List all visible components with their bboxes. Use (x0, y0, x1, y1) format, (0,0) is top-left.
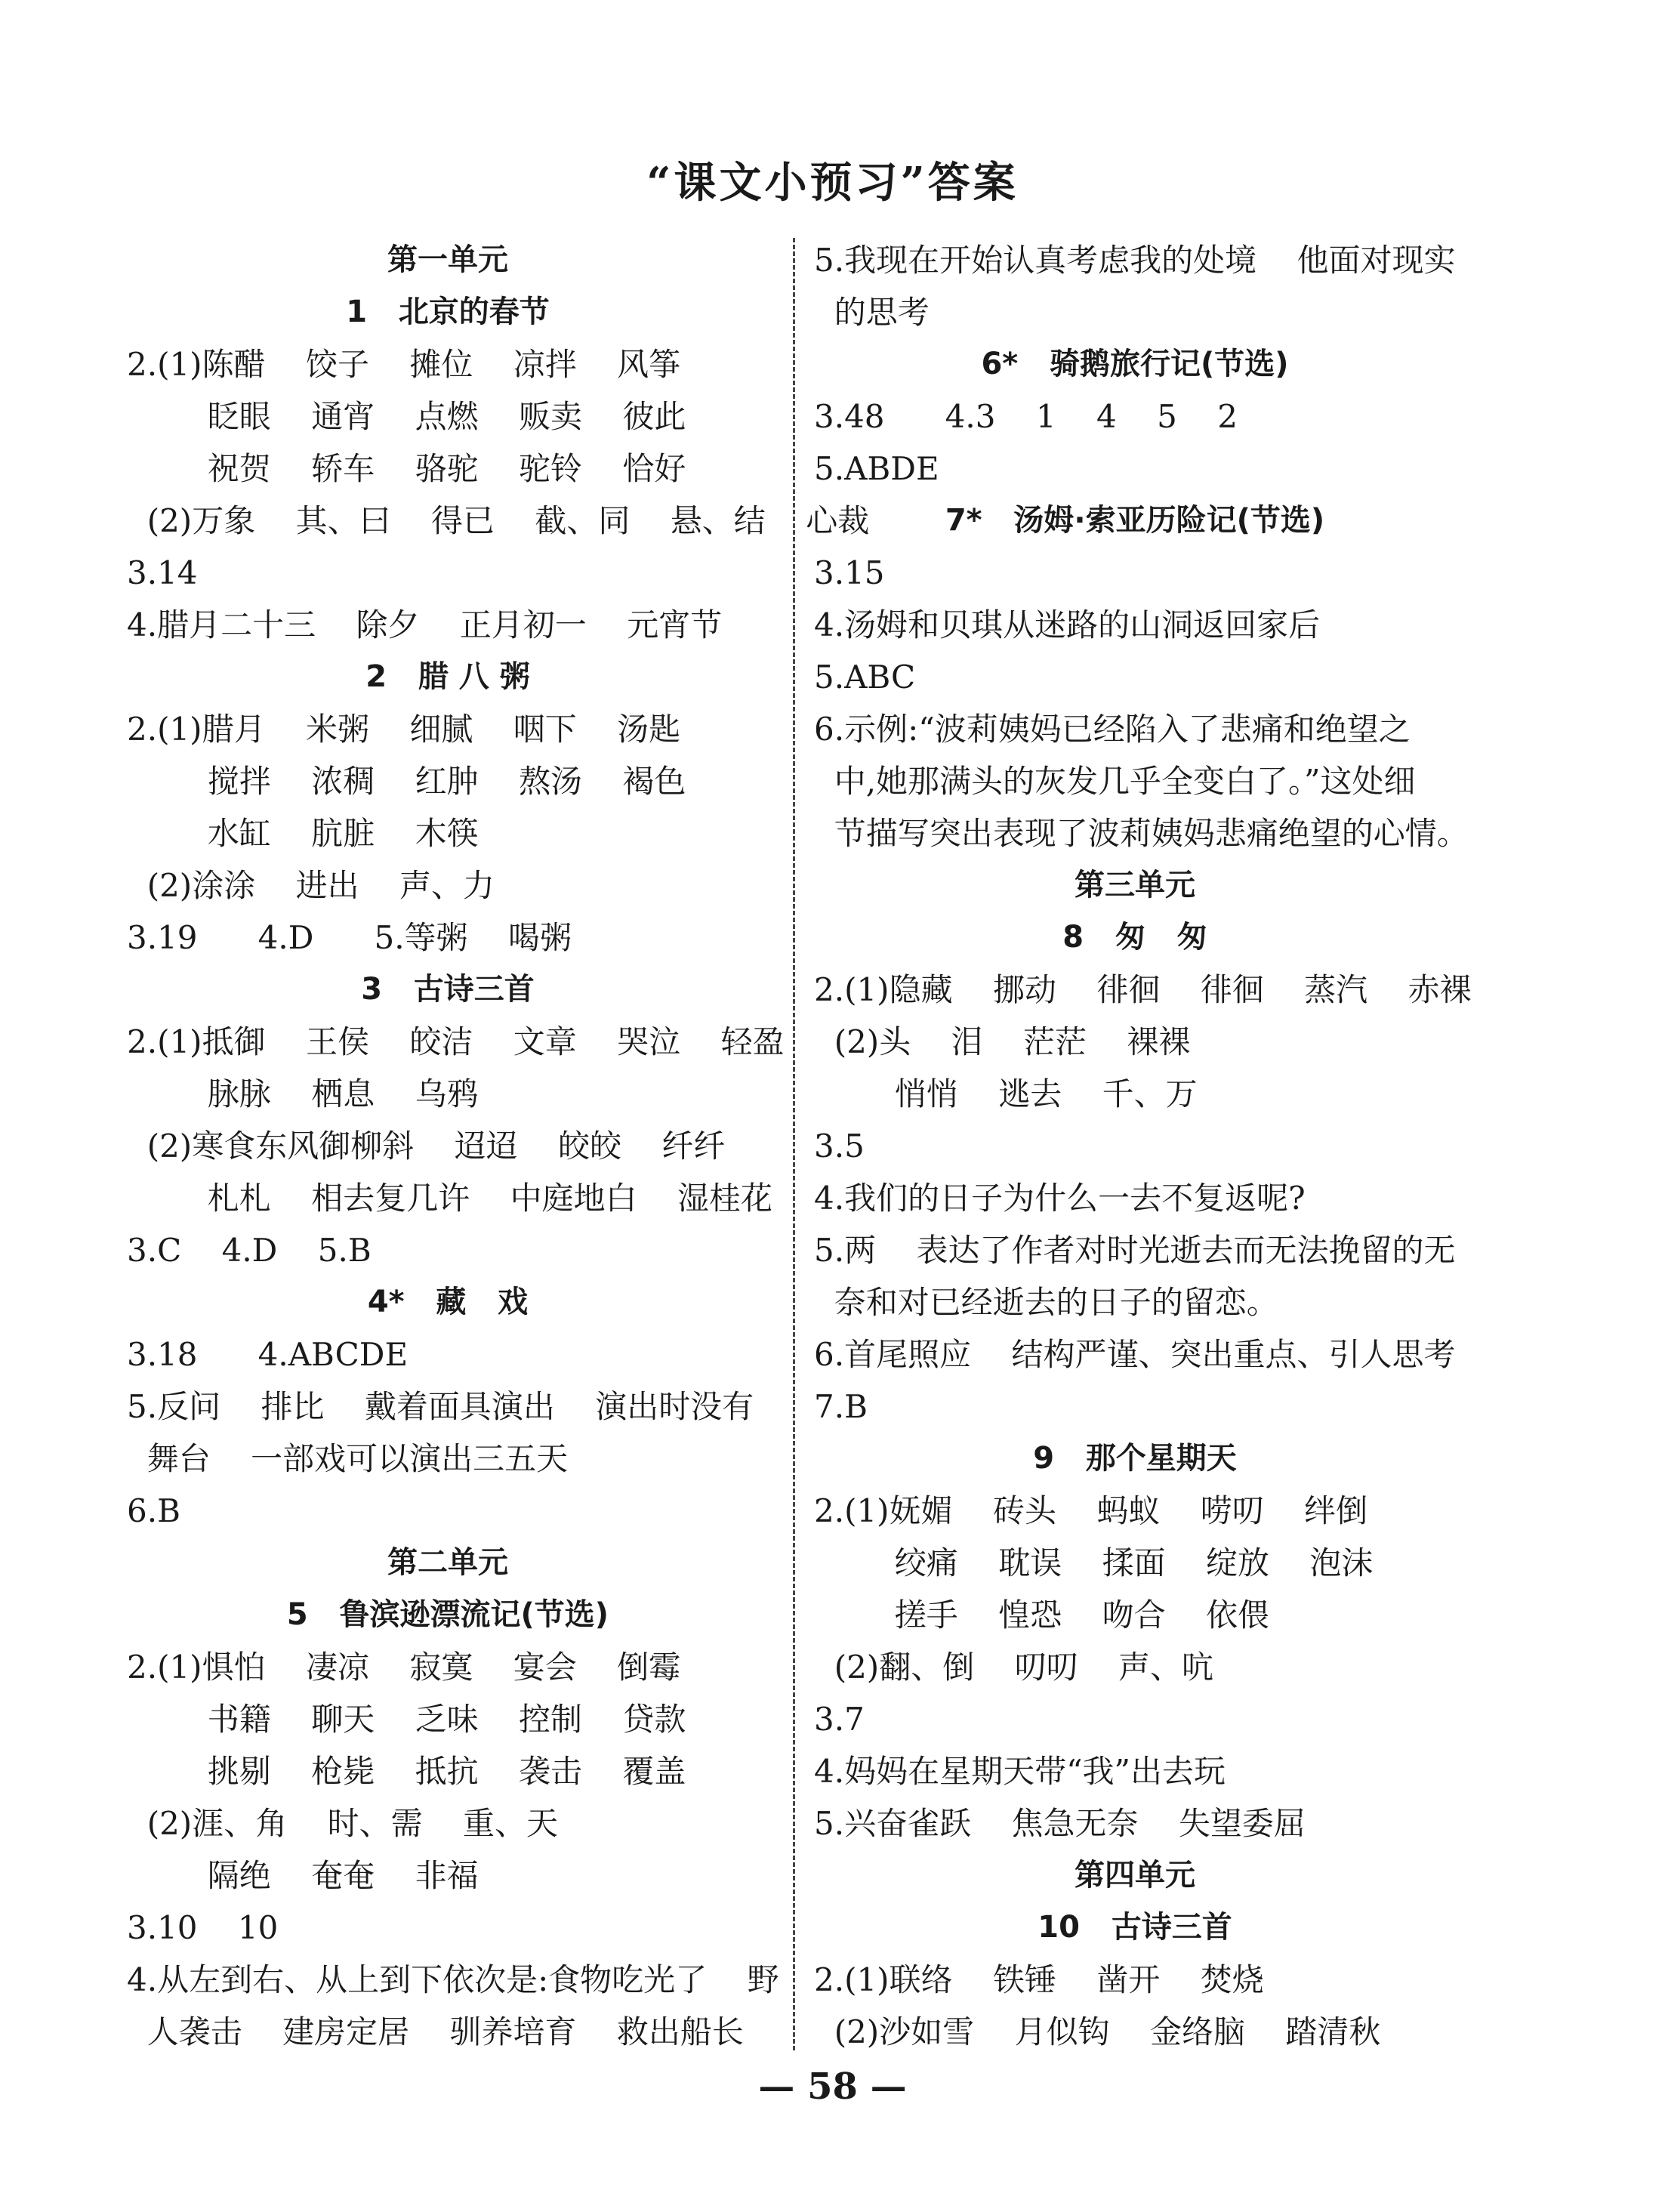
answer-line: 绞痛 耽误 揉面 绽放 泡沫 (814, 1544, 1374, 1581)
answer-line: 的思考 (814, 294, 930, 331)
answer-line: 6.B (127, 1492, 180, 1529)
answer-line: 2.(1)惧怕 凄凉 寂寞 宴会 倒霉 (127, 1649, 681, 1686)
answer-line: 2.(1)抵御 王侯 皎洁 文章 哭泣 轻盈 (127, 1023, 785, 1060)
page-number: — 58 — (758, 2065, 907, 2108)
answer-line: 中,她那满头的灰发几乎全变白了。”这处细 (814, 763, 1416, 800)
answer-line: (2)涯、角 时、需 重、天 (127, 1805, 558, 1842)
answer-line: 5.兴奋雀跃 焦急无奈 失望委屈 (814, 1805, 1306, 1842)
answer-line: 2.(1)隐藏 挪动 徘徊 徘徊 蒸汽 赤裸 (814, 971, 1472, 1008)
answer-line: 3.C 4.D 5.B (127, 1232, 372, 1269)
answer-line: 节描写突出表现了波莉姨妈悲痛绝望的心情。 (814, 815, 1469, 852)
answer-line: 3.14 (127, 554, 198, 591)
answer-line: 3.48 4.3 1 4 5 2 (814, 398, 1238, 435)
right-column (814, 234, 1472, 2058)
answer-line: 4.我们的日子为什么一去不复返呢? (814, 1180, 1306, 1217)
answer-line: 札札 相去复几许 中庭地白 湿桂花 (127, 1180, 773, 1217)
section-heading: 8 匆 匆 (1062, 920, 1207, 955)
answer-line: (2)涂涂 进出 声、力 (127, 867, 495, 904)
section-heading: 第一单元 (387, 242, 508, 277)
section-heading: 10 古诗三首 (1038, 1910, 1232, 1945)
section-heading: 7* 汤姆·索亚历险记(节选) (945, 503, 1325, 538)
answer-line: 3.7 (814, 1701, 865, 1738)
answer-line: 人袭击 建房定居 驯养培育 救出船长 (127, 2013, 744, 2050)
answer-line: 眨眼 通宵 点燃 贩卖 彼此 (127, 398, 686, 435)
section-heading: 第二单元 (387, 1545, 508, 1580)
section-heading: 1 北京的春节 (346, 295, 550, 329)
answer-line: 挑剔 枪毙 抵抗 袭击 覆盖 (127, 1753, 686, 1790)
answer-line: 4.从左到右、从上到下依次是:食物吃光了 野 (127, 1961, 779, 1998)
answer-line: 书籍 聊天 乏味 控制 贷款 (127, 1701, 686, 1738)
page-title: “课文小预习”答案 (646, 158, 1019, 208)
section-heading: 第四单元 (1075, 1858, 1195, 1893)
answer-line: 6.示例:“波莉姨妈已经陷入了悲痛和绝望之 (814, 711, 1411, 748)
answer-line: 5.ABDE (814, 450, 939, 487)
answer-line: 奈和对已经逝去的日子的留恋。 (814, 1284, 1278, 1321)
answer-line: 悄悄 逃去 千、万 (814, 1075, 1198, 1112)
answer-line: 3.18 4.ABCDE (127, 1336, 409, 1373)
section-heading: 9 那个星期天 (1033, 1441, 1237, 1476)
answer-line: 舞台 一部戏可以演出三五天 (127, 1440, 569, 1477)
answer-line: 3.15 (814, 554, 885, 591)
section-heading: 第三单元 (1075, 868, 1195, 902)
answer-line: 水缸 肮脏 木筷 (127, 815, 479, 852)
answer-line: 6.首尾照应 结构严谨、突出重点、引人思考 (814, 1336, 1456, 1373)
section-heading: 3 古诗三首 (361, 972, 535, 1007)
column-divider (793, 238, 795, 2050)
answer-line: 2.(1)妩媚 砖头 蚂蚁 唠叨 绊倒 (814, 1492, 1368, 1529)
answer-line: 隔绝 奄奄 非福 (127, 1857, 479, 1894)
answer-line: 搓手 惶恐 吻合 依偎 (814, 1597, 1270, 1634)
answer-line: 4.妈妈在星期天带“我”出去玩 (814, 1753, 1226, 1790)
answer-line: (2)翻、倒 叨叨 声、吭 (814, 1649, 1213, 1686)
answer-line: 脉脉 栖息 乌鸦 (127, 1075, 479, 1112)
section-heading: 2 腊 八 粥 (365, 659, 530, 694)
section-heading: 5 鲁滨逊漂流记(节选) (286, 1597, 609, 1632)
answer-line: 5.两 表达了作者对时光逝去而无法挽留的无 (814, 1232, 1456, 1269)
answer-line: 搅拌 浓稠 红肿 熬汤 褐色 (127, 763, 686, 800)
answer-line: 4.腊月二十三 除夕 正月初一 元宵节 (127, 606, 723, 643)
answer-line: 3.19 4.D 5.等粥 喝粥 (127, 919, 572, 956)
section-heading: 6* 骑鹅旅行记(节选) (981, 347, 1289, 381)
answer-line: 5.我现在开始认真考虑我的处境 他面对现实 (814, 242, 1456, 279)
answer-line: 3.5 (814, 1128, 865, 1165)
answer-line: 5.ABC (814, 659, 916, 696)
answer-line: 7.B (814, 1388, 868, 1425)
answer-line: 4.汤姆和贝琪从迷路的山洞返回家后 (814, 606, 1321, 643)
answer-line: (2)寒食东风御柳斜 迢迢 皎皎 纤纤 (127, 1128, 726, 1165)
answer-line: 5.反问 排比 戴着面具演出 演出时没有 (127, 1388, 754, 1425)
answer-line: (2)头 泪 茫茫 裸裸 (814, 1023, 1191, 1060)
answer-line: 2.(1)腊月 米粥 细腻 咽下 汤匙 (127, 711, 681, 748)
answer-line: 3.10 10 (127, 1909, 279, 1946)
answer-line: 祝贺 轿车 骆驼 驼铃 恰好 (127, 450, 686, 487)
answer-line: (2)万象 其、曰 得已 截、同 悬、结 心裁 (127, 502, 870, 539)
answer-line: 2.(1)联络 铁锤 凿开 焚烧 (814, 1961, 1264, 1998)
answer-line: (2)沙如雪 月似钩 金络脑 踏清秋 (814, 2013, 1381, 2050)
answer-line: 2.(1)陈醋 饺子 摊位 凉拌 风筝 (127, 346, 681, 383)
section-heading: 4* 藏 戏 (367, 1285, 529, 1319)
